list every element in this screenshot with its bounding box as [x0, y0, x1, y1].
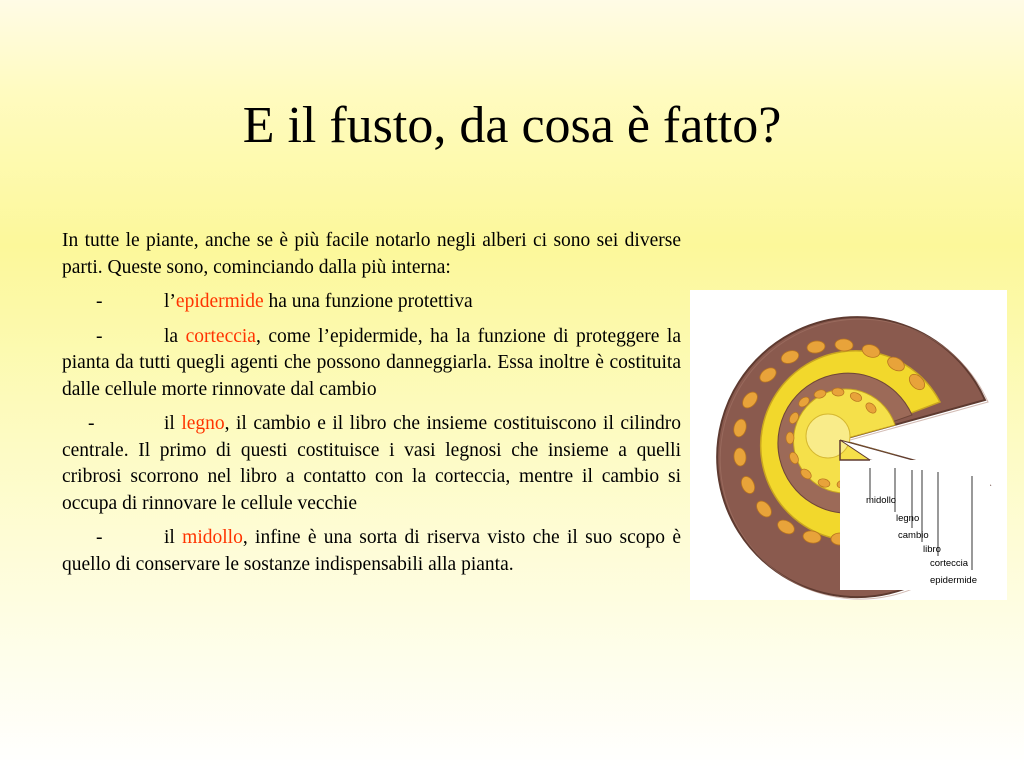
list-item-corteccia: [62, 324, 681, 404]
term-corteccia: corteccia: [185, 325, 256, 347]
pith: [806, 414, 850, 458]
list-item-midollo: [62, 525, 681, 578]
list-dash: -: [96, 325, 103, 347]
item-description: , il cambio e il libro che insieme costituiscono il cilindro centrale. Il primo di questi costituisce i vasi legnosi che insieme a quelli cribrosi scorrono nel libro a contatto con la corteccia, mentre il cambio si occupa di rinnovare le cellule vecchie: [62, 413, 681, 514]
term-epidermide: epidermide: [175, 291, 264, 312]
term-midollo: midollo: [182, 527, 243, 548]
term-legno: legno: [181, 413, 225, 434]
body-text: [62, 228, 681, 586]
label-corteccia: corteccia: [930, 558, 969, 569]
item-description: , come l’epidermide, ha la funzione di proteggere la pianta da tutti quegli agenti che possono danneggiarla. Essa inoltre è costituita dalle cellule morte rinnovate dal cambio: [62, 325, 681, 400]
list-dash: -: [96, 527, 103, 548]
slide-title: E il fusto, da cosa è fatto?: [242, 97, 782, 154]
item-description: ha una funzione protettiva: [263, 291, 473, 312]
label-libro: libro: [923, 544, 941, 555]
label-cambio: cambio: [898, 530, 929, 541]
item-prefix: il: [164, 527, 183, 548]
list-dash: -: [96, 291, 103, 312]
list-dash: -: [88, 413, 95, 434]
label-epidermide: epidermide: [930, 575, 977, 586]
cut-background: [840, 460, 990, 590]
item-prefix: l’: [164, 291, 176, 312]
item-prefix: la: [164, 325, 186, 347]
list-item-epidermide: [62, 289, 681, 316]
label-legno: legno: [896, 513, 920, 524]
item-prefix: il: [164, 413, 182, 434]
label-midollo: midollo: [866, 495, 897, 506]
list-item-legno: [62, 411, 681, 517]
stem-drawing: [690, 290, 1007, 600]
intro-paragraph: In tutte le piante, anche se è più facile notarlo negli alberi ci sono sei diverse parti. Queste sono, cominciando dalla più interna:: [62, 230, 681, 278]
item-description: , infine è una sorta di riserva visto che il suo scopo è quello di conservare le sostanze indispensabili alla pianta.: [62, 527, 681, 575]
stem-cross-section-illustration: [690, 290, 1007, 600]
